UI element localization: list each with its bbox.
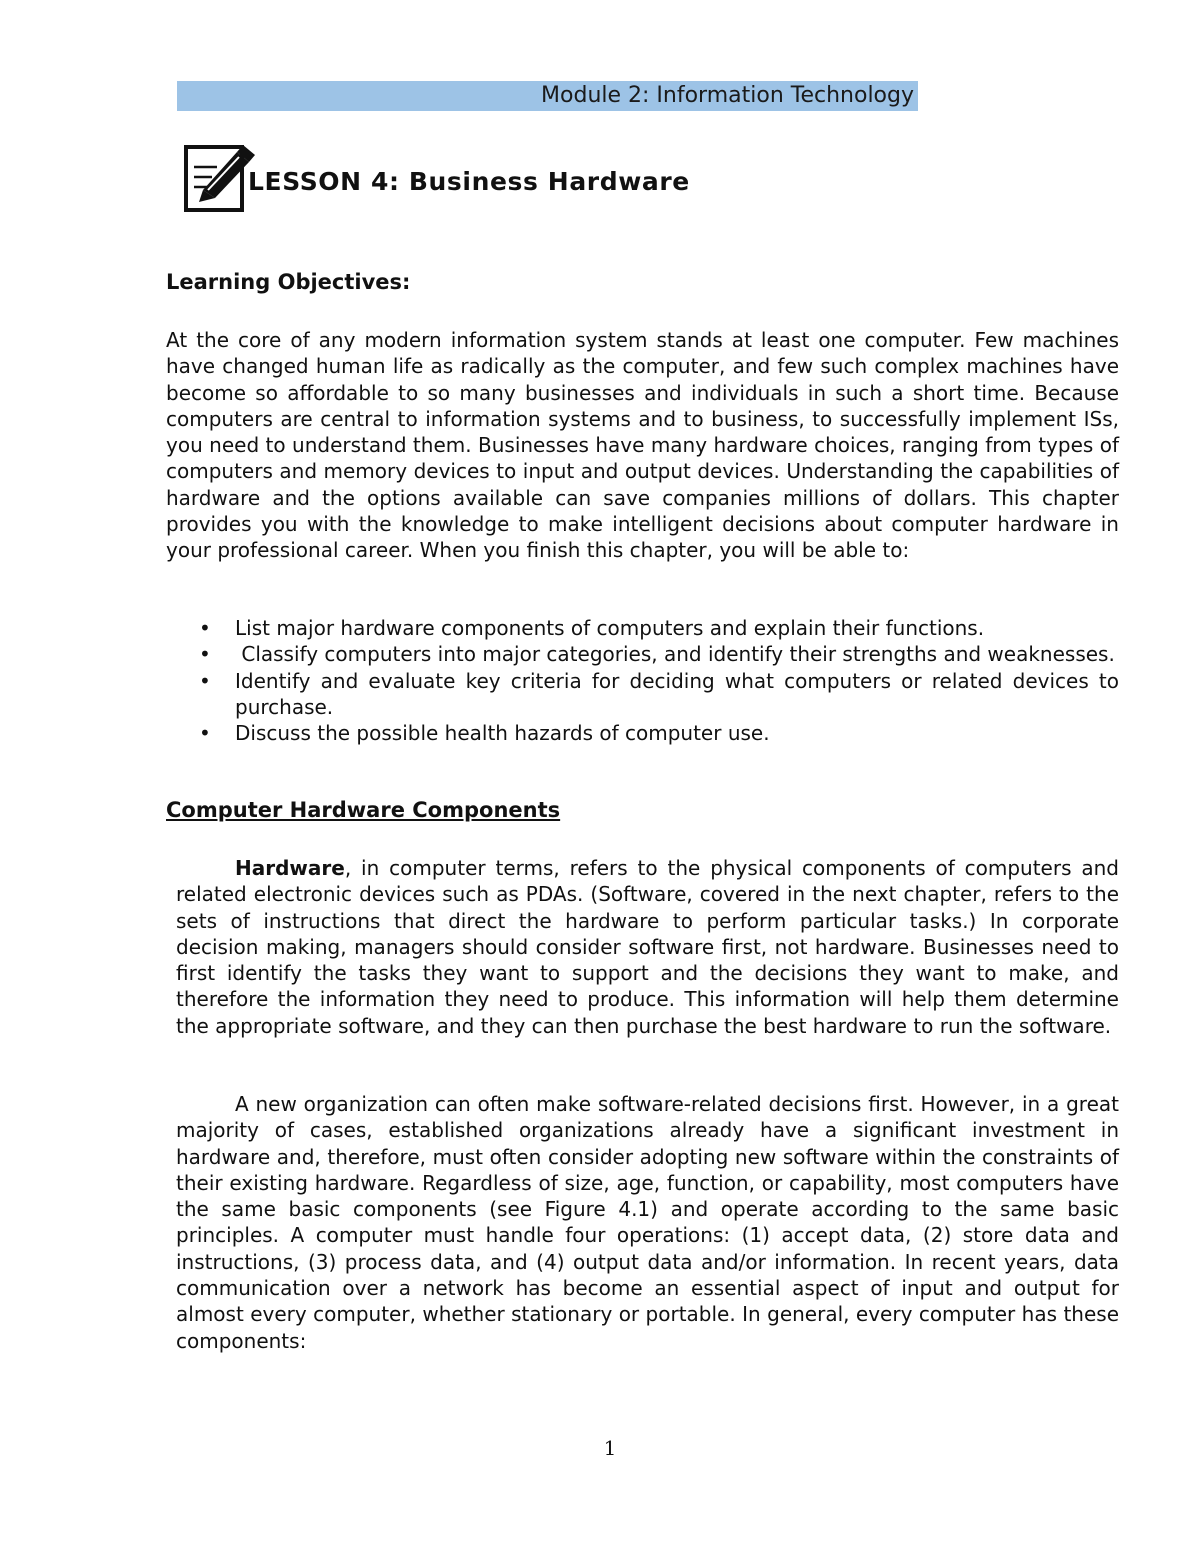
- module-header-title: Module 2: Information Technology: [541, 83, 914, 108]
- list-item: [166, 720, 1119, 746]
- objectives-list: [166, 615, 1119, 746]
- objective-text: List major hardware components of computers and explain their functions.: [235, 616, 985, 640]
- hardware-definition-text: , in computer terms, refers to the physical components of computers and related electronic devices such as PDAs. (Software, covered in the next chapter, refers to the sets of instructions that direct the hardware to perform particular tasks.) In corporate decision making, managers should consider software first, not hardware. Businesses need to first identify the tasks they want to support and the decisions they want to make, and therefore the information they need to produce. This information will help them determine the appropriate software, and they can then purchase the best hardware to run the software.: [176, 856, 1119, 1038]
- objectives-intro-paragraph: At the core of any modern information system stands at least one computer. Few machines have changed human life as radically as the computer, and few such complex machines have become so affordable to so many businesses and individuals in such a short time. Because computers are central to information systems and to business, to successfully implement ISs, you need to understand them. Businesses have many hardware choices, ranging from types of computers and memory devices to input and output devices. Understanding the capabilities of hardware and the options available can save companies millions of dollars. This chapter provides you with the knowledge to make intelligent decisions about computer hardware in your professional career. When you finish this chapter, you will be able to:: [166, 328, 1119, 563]
- bullet-icon: •: [199, 721, 211, 746]
- objective-text: Classify computers into major categories, and identify their strengths and weaknesses.: [235, 642, 1115, 667]
- learning-objectives-heading: Learning Objectives:: [166, 270, 411, 294]
- list-item: [166, 615, 1119, 641]
- hardware-definition-paragraph: [176, 855, 1119, 1039]
- organization-paragraph: A new organization can often make software-related decisions first. However, in a great majority of cases, established organizations already have a significant investment in hardware and, therefore, must often consider adopting new software within the constraints of their existing hardware. Regardless of size, age, function, or capability, most computers have the same basic components (see Figure 4.1) and operate according to the same basic principles. A computer must handle four operations: (1) accept data, (2) store data and instructions, (3) process data, and (4) output data and/or information. In recent years, data communication over a network has become an essential aspect of input and output for almost every computer, whether stationary or portable. In general, every computer has these components:: [176, 1092, 1119, 1353]
- objective-text: Discuss the possible health hazards of computer use.: [235, 721, 770, 746]
- bullet-icon: •: [199, 642, 211, 667]
- hardware-term: Hardware: [235, 856, 345, 880]
- lesson-title: LESSON 4: Business Hardware: [248, 167, 690, 196]
- bullet-icon: •: [199, 616, 211, 640]
- hardware-components-heading: Computer Hardware Components: [166, 798, 561, 822]
- list-item: [166, 641, 1119, 667]
- bullet-icon: •: [199, 668, 211, 693]
- objective-text: Identify and evaluate key criteria for deciding what computers or related devices to purchase.: [235, 668, 1119, 719]
- page-number: 1: [603, 1436, 617, 1460]
- module-header-band: [177, 81, 918, 111]
- list-item: [166, 668, 1119, 721]
